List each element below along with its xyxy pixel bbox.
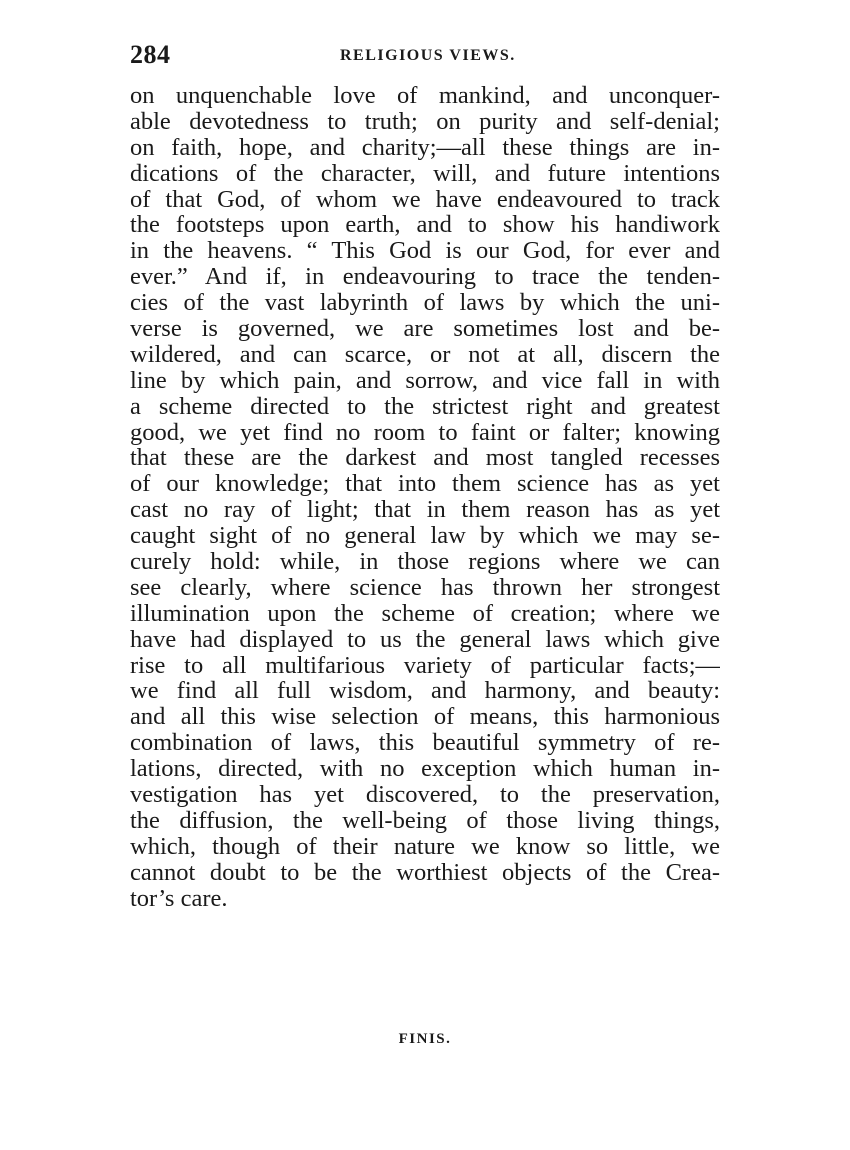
text-line: which, though of their nature we know so little, we: [130, 833, 720, 860]
text-line: of our knowledge; that into them science has as yet: [130, 471, 720, 498]
text-line: on faith, hope, and charity;—all these things are in-: [130, 134, 720, 161]
text-line: the footsteps upon earth, and to show his handiwork: [130, 212, 720, 239]
text-line: the diffusion, the well-being of those living things,: [130, 807, 720, 834]
text-line: cannot doubt to be the worthiest objects of the Crea-: [130, 859, 720, 886]
text-line: see clearly, where science has thrown her strongest: [130, 574, 720, 601]
text-line: cies of the vast labyrinth of laws by which the uni-: [130, 290, 720, 317]
text-line: able devotedness to truth; on purity and self-denial;: [130, 108, 720, 135]
text-line: verse is governed, we are sometimes lost and be-: [130, 316, 720, 342]
text-line: of that God, of whom we have endeavoured to track: [130, 186, 720, 213]
finis-mark: FINIS.: [398, 1031, 452, 1047]
text-line: dications of the character, will, and future intentions: [130, 160, 720, 187]
page-number: 284: [130, 40, 171, 69]
text-line: lations, directed, with no exception which human in-: [130, 756, 720, 783]
text-line: rise to all multifarious variety of particular facts;—: [130, 652, 720, 679]
running-head: [130, 40, 718, 72]
text-line: wildered, and can scarce, or not at all, discern the: [130, 341, 720, 368]
text-line: on unquenchable love of mankind, and unconquer-: [130, 83, 720, 109]
text-line: curely hold: while, in those regions where we can: [130, 549, 720, 575]
body-text: [130, 83, 720, 912]
text-line: have had displayed to us the general laws which give: [130, 626, 720, 653]
text-line: combination of laws, this beautiful symmetry of re-: [130, 730, 720, 757]
text-line: cast no ray of light; that in them reason has as yet: [130, 497, 720, 524]
text-line: in the heavens. “ This God is our God, for ever and: [130, 238, 720, 265]
text-line-last: tor’s care.: [130, 885, 228, 912]
text-line: line by which pain, and sorrow, and vice fall in with: [130, 367, 720, 394]
text-line: that these are the darkest and most tangled recesses: [130, 445, 720, 472]
text-line: a scheme directed to the strictest right and greatest: [130, 393, 720, 420]
text-line: ever.” And if, in endeavouring to trace the tenden-: [130, 264, 720, 291]
text-line: good, we yet find no room to faint or falter; knowing: [130, 419, 720, 446]
text-line: and all this wise selection of means, this harmonious: [130, 704, 720, 731]
text-line: we find all full wisdom, and harmony, and beauty:: [130, 678, 720, 705]
running-title: RELIGIOUS VIEWS.: [340, 47, 516, 64]
text-line: caught sight of no general law by which we may se-: [130, 523, 720, 550]
text-line: illumination upon the scheme of creation; where we: [130, 600, 720, 627]
text-line: vestigation has yet discovered, to the preservation,: [130, 782, 720, 808]
